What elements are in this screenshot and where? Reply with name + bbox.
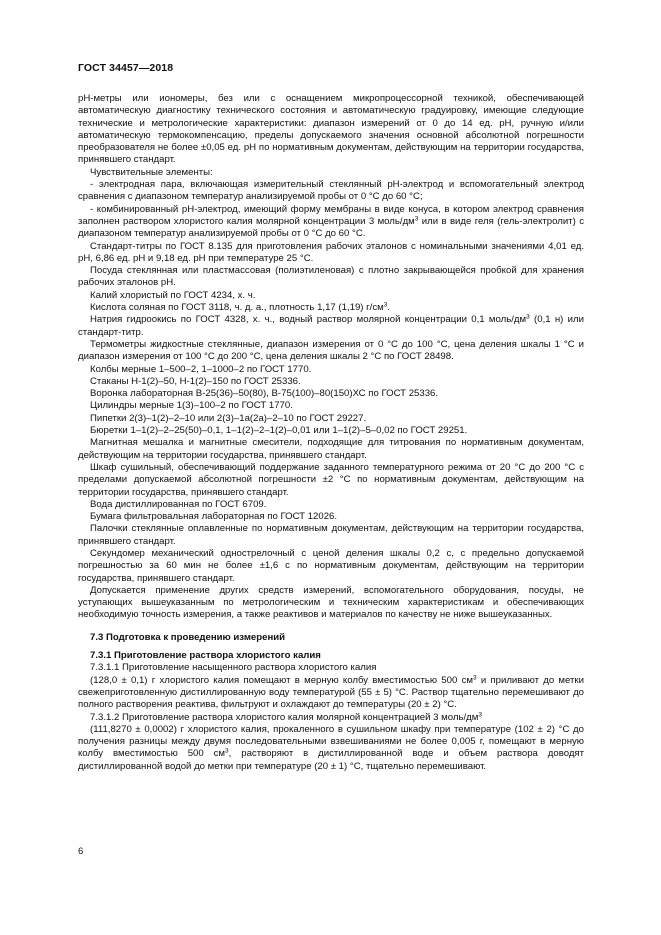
paragraph-beakers: Стаканы Н-1(2)–50, Н-1(2)–150 по ГОСТ 25336. [90,375,301,387]
paragraph-funnel: Воронка лабораторная В-25(36)–50(80), В-75(100)–80(150)ХС по ГОСТ 25336. [90,388,439,400]
paragraph-burettes: Бюретки 1–1(2)–2–25(50)–0,1, 1–1(2)–2–1(2)–0,01 или 1–1(2)–5–0,02 по ГОСТ 29251. [90,425,468,437]
paragraph-electrode-pair: - электродная пара, включающая измерительный стеклянный pH-электрод и вспомогательный электрод сравнения с диапазоном температур анализируемой пробы от 0 °С до 60 °С; [78,179,584,203]
paragraph-drying-oven: Шкаф сушильный, обеспечивающий поддержание заданного температурного режима от 20 °С до 200 °С с пределами допускаемой абсолютной погрешности ±2 °С по нормативным документам, действующим на территории государства, принявшего стандарт. [78,461,584,498]
clause-text-7-3-1-1: (128,0 ± 0,1) г хлористого калия помещают в мерную колбу вместимостью 500 $см^3$ и приливают до метки свежеприготовленную дистиллированную воду температурой (55 ± 5) °С. Раствор тщательно перемешивают до полного растворения реактива, фильтруют и охлаждают до температуры (20 ± 2) °С. [78,674,584,711]
section-heading-7-3: 7.3 Подготовка к проведению измерений [90,631,286,643]
clause-title-7-3-1-1: 7.3.1.1 Приготовление насыщенного раствора хлористого калия [90,662,377,674]
paragraph-thermometers: Термометры жидкостные стеклянные, диапазон измерения от 0 °С до 100 °С, цена деления шкалы 1 °С и диапазон измерения от 100 °С до 200 °С, цена деления шкалы 2 °С по ГОСТ 28498. [78,338,584,363]
paragraph-volumetric-flasks: Колбы мерные 1–500–2, 1–1000–2 по ГОСТ 1770. [90,363,312,375]
clause-text-7-3-1-2: (111,8270 ± 0,0002) г хлористого калия, прокаленного в сушильном шкафу при температуре (102 ± 2) °С до получения разницы между двумя последовательными взвешиваниями не более 0,005 г, помещают в мерную колбу вместимостью 500 $см^3$, растворяют в дистиллированной воде и объем раствора доводят дистиллированной водой до метки при температуре (20 ± 1) °С, тщательно перемешивают. [78,723,585,772]
paragraph-filter-paper: Бумага фильтровальная лабораторная по ГОСТ 12026. [90,511,338,523]
paragraph-standard-titres: Стандарт-титры по ГОСТ 8.135 для приготовления рабочих эталонов с номинальными значениями 4,01 ед. pH, 6,86 ед. pH и 9,18 ед. pH при температуре 25 °С. [78,240,584,264]
page-number: 6 [78,846,84,857]
paragraph-ph-meters: pH-метры или иономеры, без или с оснащением микропроцессорной техникой, обеспечивающей автоматическую диагностику технического состояния и автоматическую градуировку, имеющие следующие технические и метрологические характеристики: диапазон измерений от 0 до 14 ед. pH, ручную и/или автоматическую термокомпенсацию, пределы допускаемого значения основной абсолютной погрешности преобразователя не более ±0,05 ед. pH по нормативным документам, действующим на территории государства, принявшего стандарт. [78,93,584,166]
paragraph-hydrochloric-acid: Кислота соляная по ГОСТ 3118, ч. д. а., плотность 1,17 (1,19) $г/см^3$. [90,301,391,314]
clause-title-7-3-1-2: 7.3.1.2 Приготовление раствора хлористого калия молярной концентрацией 3 моль/$дм^3$ [90,711,482,723]
paragraph-magnetic-stirrer: Магнитная мешалка и магнитные смесители, подходящие для титрования по нормативным документам, действующим на территории государства, принявшего стандарт. [78,437,584,461]
document-body [78,93,584,773]
paragraph-cylinders: Цилиндры мерные 1(3)–100–2 по ГОСТ 1770. [90,400,293,412]
standard-header: ГОСТ 34457—2018 [78,62,174,74]
paragraph-glassware: Посуда стеклянная или пластмассовая (полиэтиленовая) с плотно закрывающейся пробкой для хранения рабочих эталонов pH. [78,265,584,289]
paragraph-potassium-chloride: Калий хлористый по ГОСТ 4234, х. ч. [90,289,256,301]
paragraph-sodium-hydroxide: Натрия гидроокись по ГОСТ 4328, х. ч., водный раствор молярной концентрации 0,1 моль/$дм^3$ (0,1 н) или стандарт-титр. [78,313,584,338]
paragraph-stopwatch: Секундомер механический однострелочный с ценой деления шкалы 0,2 с, с предельно допускаемой погрешностью за 60 мин не более ±1,6 с по нормативным документам, действующим на территории государства, принявшего стандарт. [78,547,584,584]
paragraph-distilled-water: Вода дистиллированная по ГОСТ 6709. [90,498,267,510]
paragraph-pipettes: Пипетки 2(3)–1(2)–2–10 или 2(3)–1а(2а)–2–10 по ГОСТ 29227. [90,412,367,424]
paragraph-combined-electrode: - комбинированный pH-электрод, имеющий форму мембраны в виде конуса, в котором электрод сравнения заполнен раствором хлористого калия молярной концентрации 3 моль/$дм^3$ или в виде геля (гель-электролит) с диапазоном температур анализируемой пробы от 0 °С до 60 °С. [78,203,584,240]
paragraph-alternatives: Допускается применение других средств измерений, вспомогательного оборудования, посуды, не уступающих вышеуказанным по метрологическим и техническим характеристикам и обеспечивающих необходимую точность измерения, а также реактивов и материалов по качеству не ниже вышеуказанных. [78,584,584,621]
paragraph-sensing-elements: Чувствительные элементы: [90,166,213,178]
paragraph-glass-rods: Палочки стеклянные оплавленные по нормативным документам, действующим на территории государства, принявшего стандарт. [78,523,584,547]
subsection-heading-7-3-1: 7.3.1 Приготовление раствора хлористого калия [90,650,321,662]
